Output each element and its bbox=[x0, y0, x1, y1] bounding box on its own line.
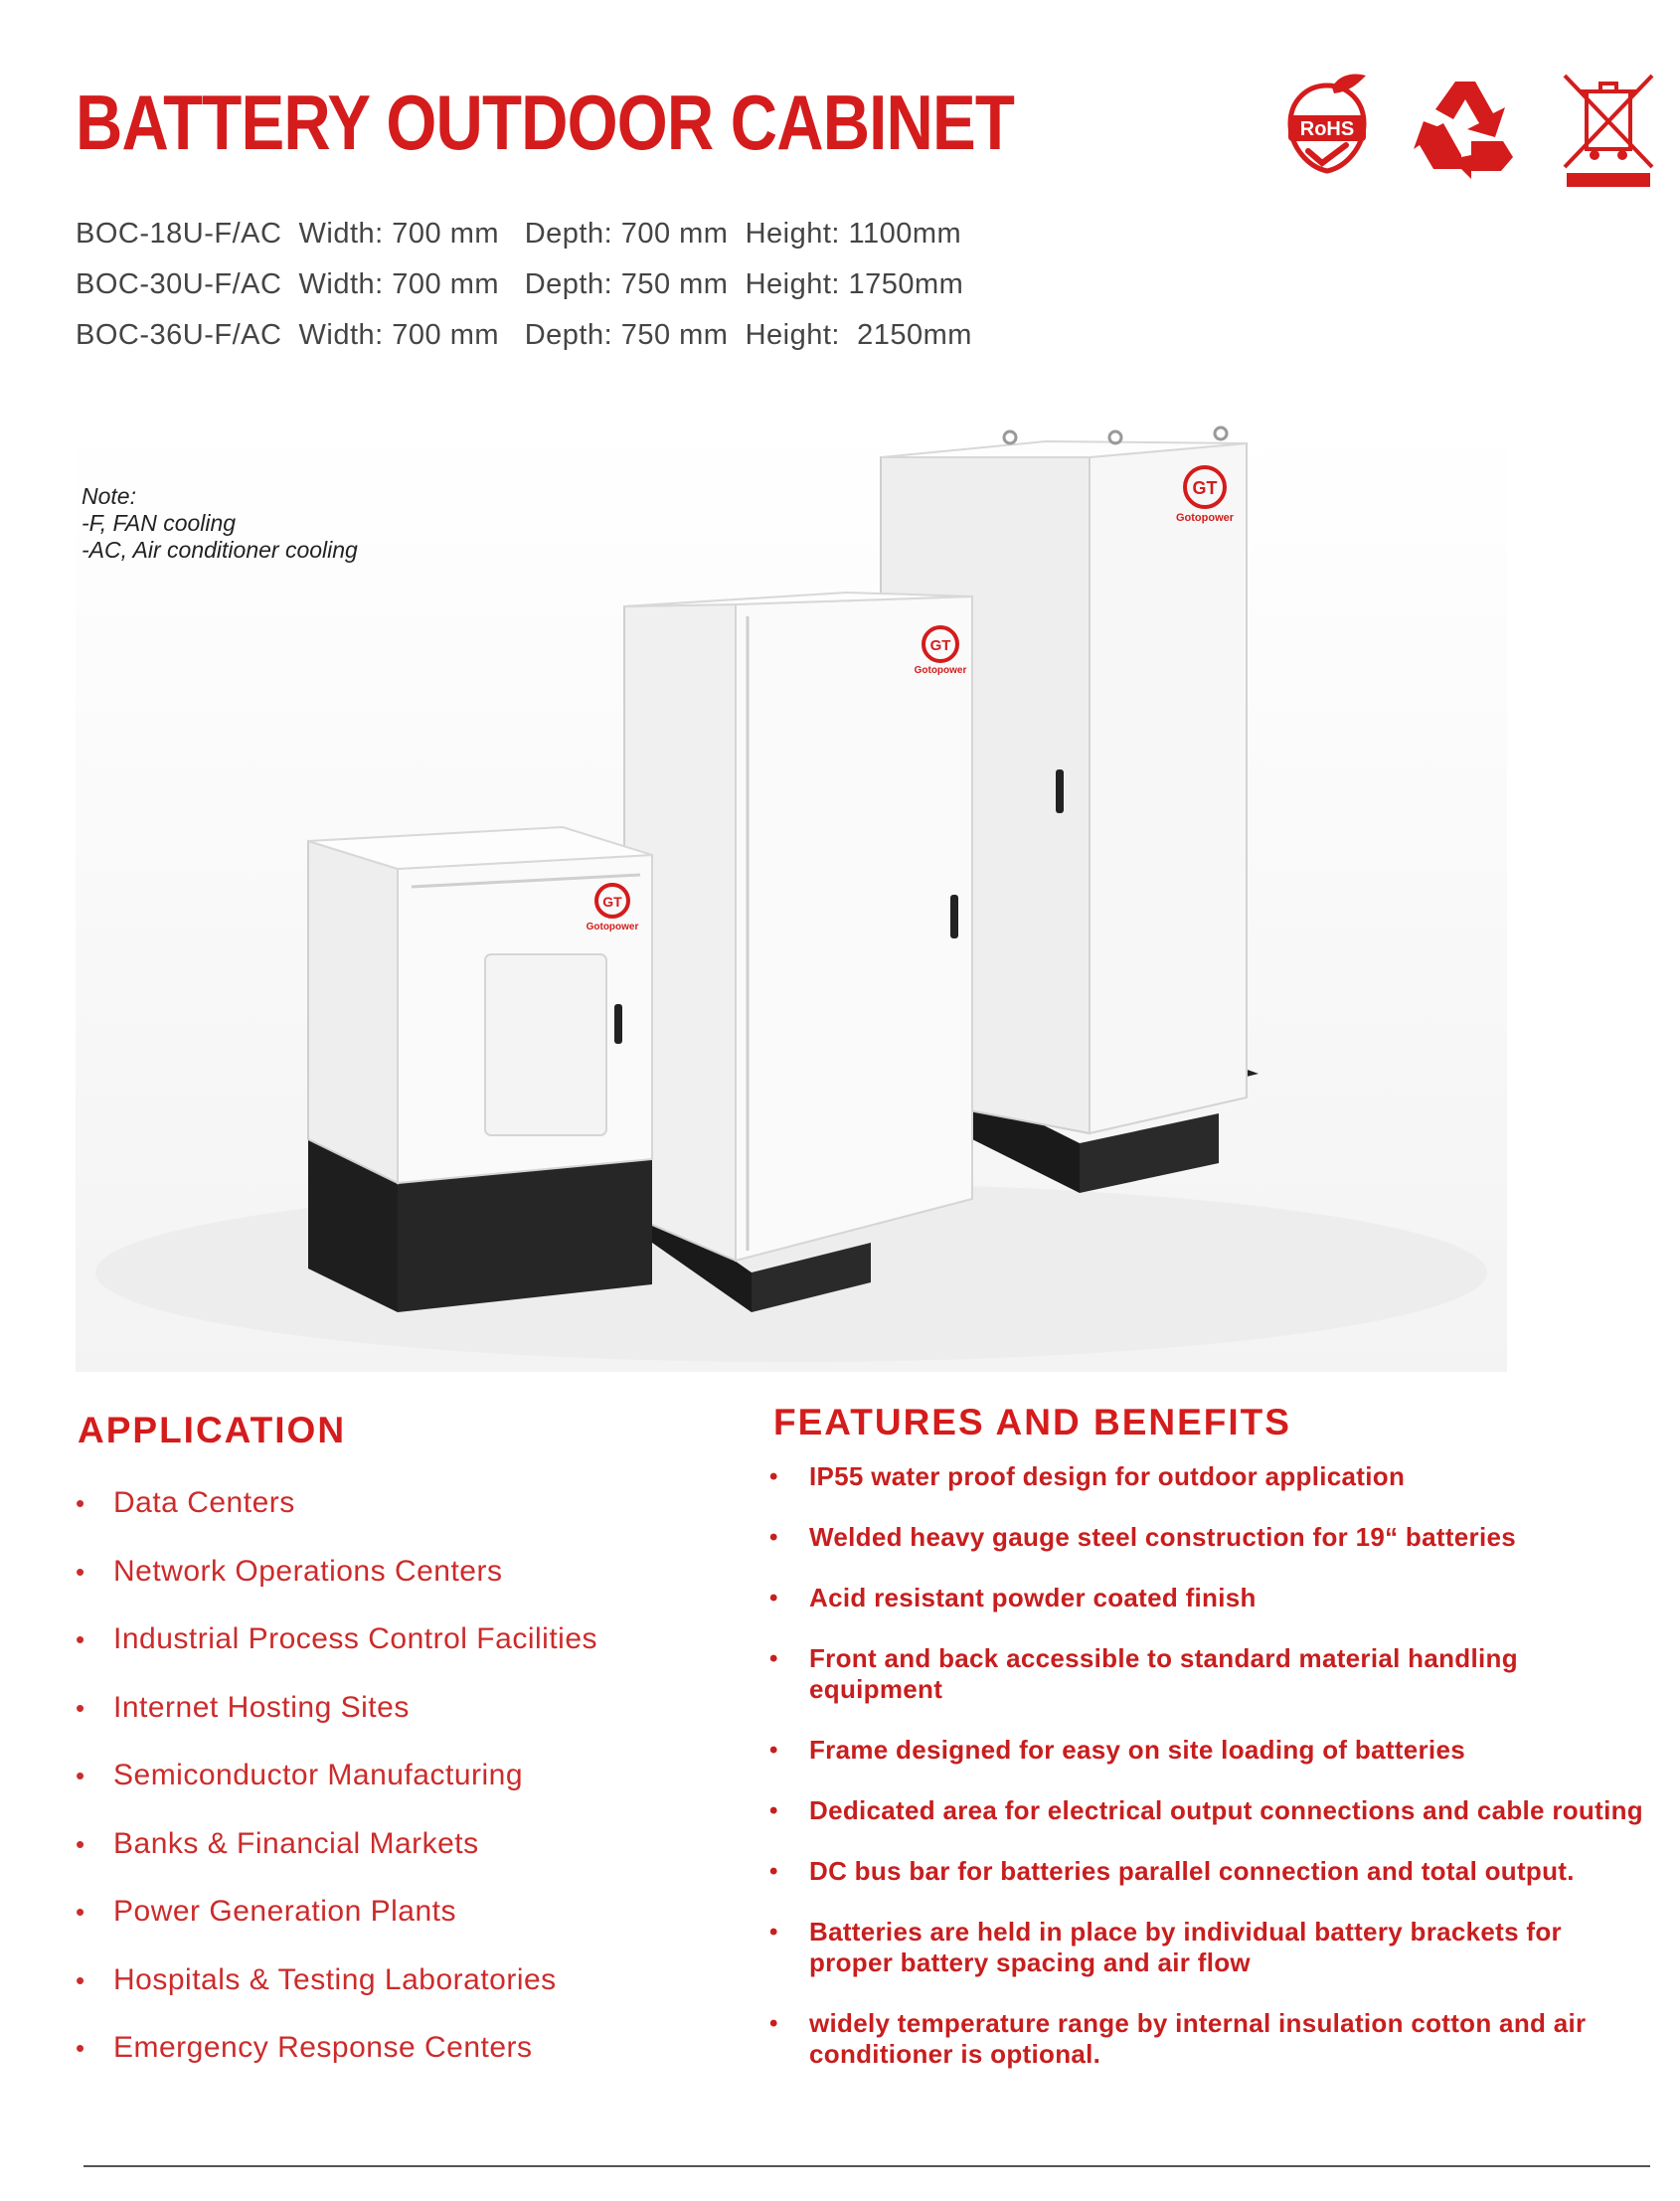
rohs-icon bbox=[1282, 72, 1372, 181]
note-title: Note: bbox=[82, 483, 136, 509]
list-item: • Banks & Financial Markets bbox=[76, 1810, 597, 1879]
application-heading: APPLICATION bbox=[78, 1410, 347, 1450]
list-item: • Internet Hosting Sites bbox=[76, 1674, 597, 1743]
weee-bin-icon bbox=[1561, 72, 1656, 191]
certification-icons bbox=[1282, 72, 1656, 191]
spec-row-boc-36u: BOC-36U-F/AC Width: 700 mm Depth: 750 mm Height: 2150mm bbox=[76, 319, 972, 351]
spec-row-boc-18u: BOC-18U-F/AC Width: 700 mm Depth: 700 mm Height: 1100mm bbox=[76, 218, 962, 250]
page-title: BATTERY OUTDOOR CABINET bbox=[76, 79, 1015, 166]
list-item: • DC bus bar for batteries parallel connection and total output. bbox=[769, 1856, 1644, 1887]
list-item: • Power Generation Plants bbox=[76, 1878, 597, 1947]
brand-mark: GT bbox=[602, 894, 622, 910]
brand-label: Gotopower bbox=[914, 665, 967, 676]
list-item: • Emergency Response Centers bbox=[76, 2014, 597, 2083]
rohs-label: RoHS bbox=[1299, 118, 1355, 140]
brand-label: Gotopower bbox=[586, 922, 639, 932]
list-item: • Front and back accessible to standard material handling equipment bbox=[769, 1643, 1644, 1705]
list-item: • IP55 water proof design for outdoor application bbox=[769, 1461, 1644, 1492]
brand-mark: GT bbox=[1192, 478, 1218, 498]
list-item: • Data Centers bbox=[76, 1469, 597, 1538]
note-line-fan: -F, FAN cooling bbox=[82, 510, 237, 536]
spec-row-boc-30u: BOC-30U-F/AC Width: 700 mm Depth: 750 mm Height: 1750mm bbox=[76, 268, 964, 300]
application-list bbox=[76, 1469, 597, 2083]
list-item: • Hospitals & Testing Laboratories bbox=[76, 1947, 597, 2015]
cabinet-boc-30u bbox=[624, 593, 972, 1312]
list-item: • widely temperature range by internal insulation cotton and air conditioner is optional. bbox=[769, 2008, 1644, 2070]
features-list bbox=[769, 1461, 1644, 2070]
list-item: • Semiconductor Manufacturing bbox=[76, 1742, 597, 1810]
brand-label: Gotopower bbox=[1175, 512, 1235, 524]
footer-divider bbox=[84, 2165, 1650, 2167]
list-item: • Dedicated area for electrical output connections and cable routing bbox=[769, 1795, 1644, 1826]
cabinet-boc-18u bbox=[308, 827, 652, 1312]
list-item: • Batteries are held in place by individual battery brackets for proper battery spacing and air flow bbox=[769, 1917, 1644, 1978]
list-item: • Welded heavy gauge steel construction for 19“ batteries bbox=[769, 1522, 1644, 1553]
features-heading: FEATURES AND BENEFITS bbox=[773, 1402, 1291, 1442]
spec-list bbox=[76, 209, 972, 361]
note-line-ac: -AC, Air conditioner cooling bbox=[82, 537, 358, 563]
list-item: • Acid resistant powder coated finish bbox=[769, 1583, 1644, 1613]
brand-mark: GT bbox=[929, 637, 951, 654]
cooling-note bbox=[82, 483, 358, 564]
list-item: • Network Operations Centers bbox=[76, 1538, 597, 1607]
recycle-icon bbox=[1410, 72, 1521, 183]
list-item: • Industrial Process Control Facilities bbox=[76, 1606, 597, 1674]
list-item: • Frame designed for easy on site loading of batteries bbox=[769, 1735, 1644, 1766]
